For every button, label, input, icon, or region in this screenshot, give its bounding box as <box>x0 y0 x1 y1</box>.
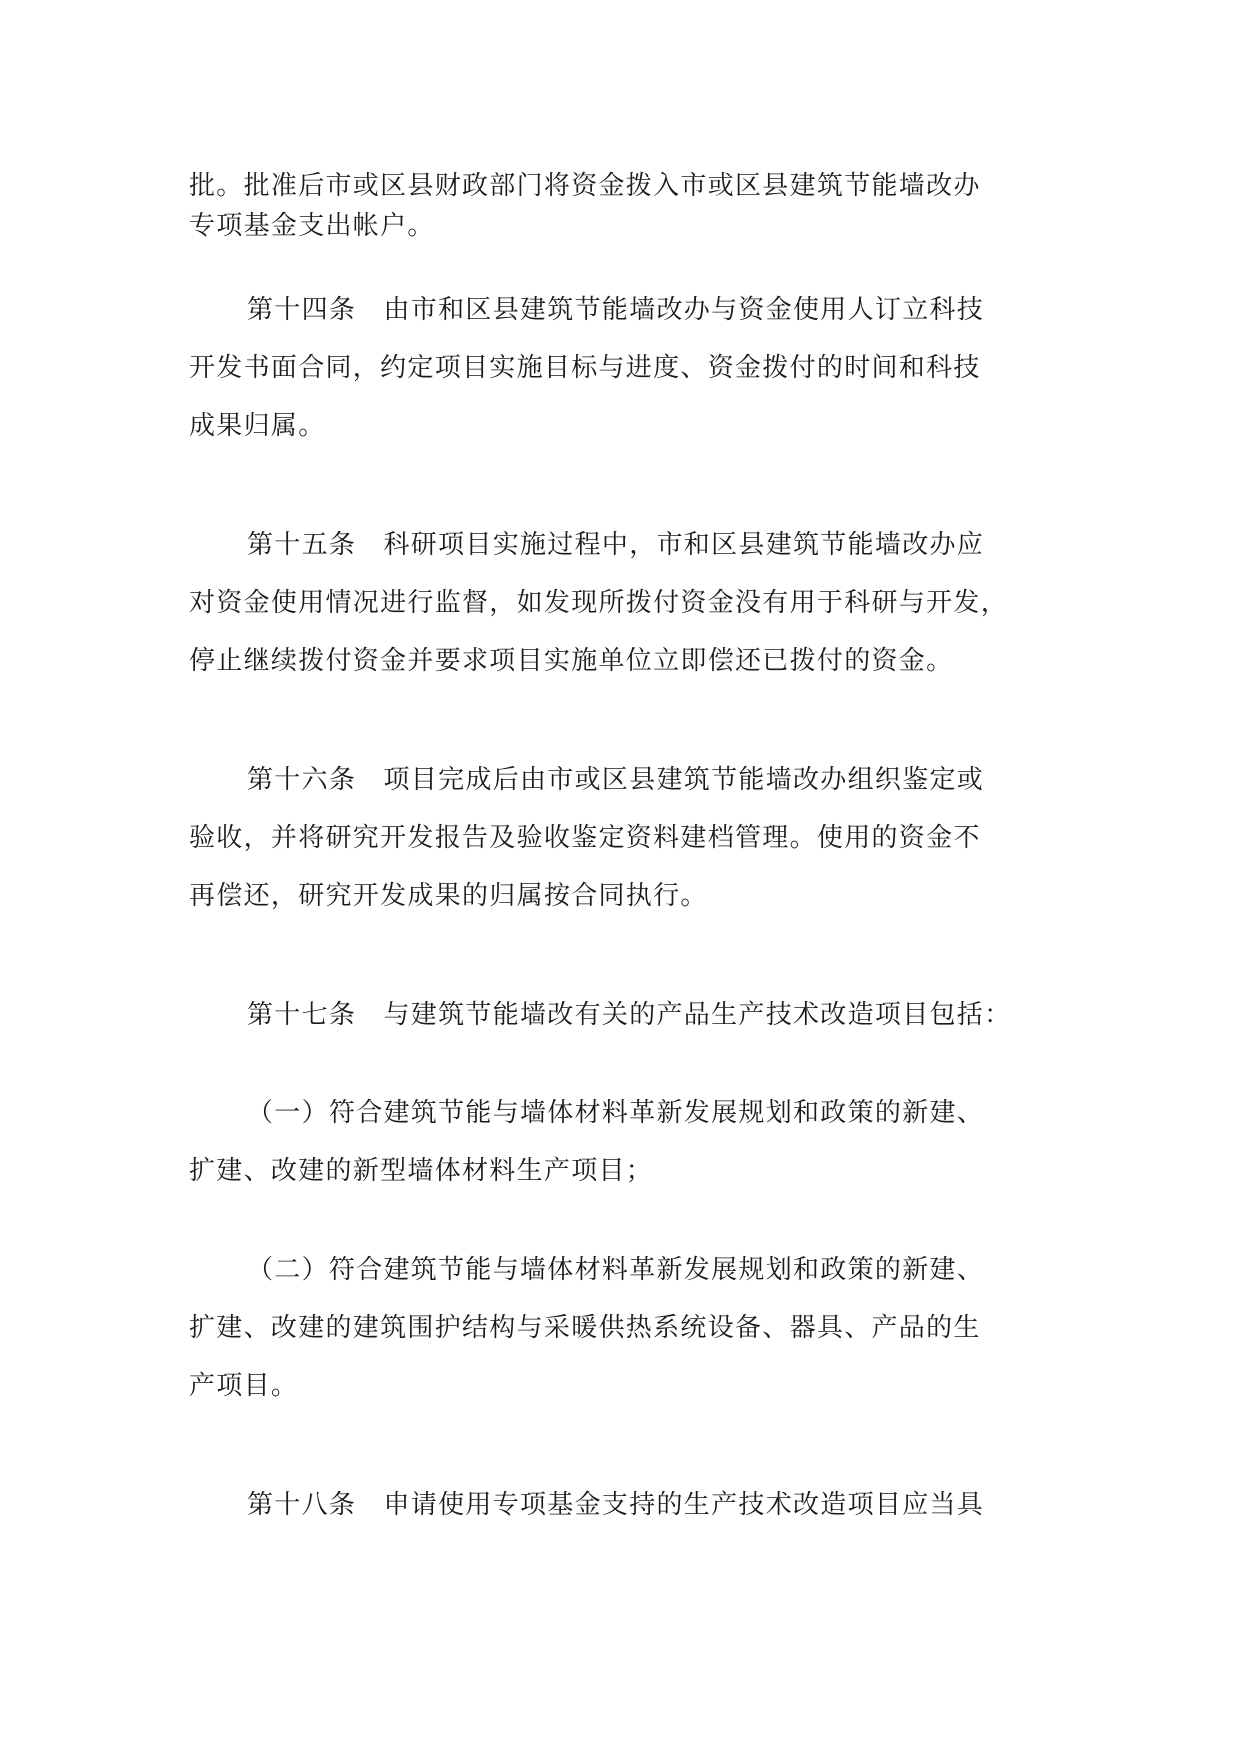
list-item-1-line: （一）符合建筑节能与墙体材料革新发展规划和政策的新建、 <box>247 1098 985 1128</box>
text-line: 验收，并将研究开发报告及验收鉴定资料建档管理。使用的资金不 <box>189 823 981 853</box>
text-line: 批。批准后市或区县财政部门将资金拨入市或区县建筑节能墙改办 <box>189 171 981 201</box>
text-line: 开发书面合同，约定项目实施目标与进度、资金拨付的时间和科技 <box>189 353 981 383</box>
list-item-2-line: （二）符合建筑节能与墙体材料革新发展规划和政策的新建、 <box>247 1255 985 1285</box>
article-17-heading-line: 第十七条 与建筑节能墙改有关的产品生产技术改造项目包括： <box>247 1000 1012 1030</box>
text-line: 产项目。 <box>189 1371 299 1401</box>
article-15-heading-line: 第十五条 科研项目实施过程中，市和区县建筑节能墙改办应 <box>247 530 985 560</box>
text-line: 扩建、改建的建筑围护结构与采暖供热系统设备、器具、产品的生 <box>189 1313 981 1343</box>
article-14-heading-line: 第十四条 由市和区县建筑节能墙改办与资金使用人订立科技 <box>247 295 985 325</box>
text-line: 再偿还，研究开发成果的归属按合同执行。 <box>189 881 708 911</box>
text-line: 成果归属。 <box>189 411 326 441</box>
article-18-heading-line: 第十八条 申请使用专项基金支持的生产技术改造项目应当具 <box>247 1490 985 1520</box>
text-line: 专项基金支出帐户。 <box>189 211 435 241</box>
text-line: 扩建、改建的新型墙体材料生产项目； <box>189 1156 654 1186</box>
text-line: 停止继续拨付资金并要求项目实施单位立即偿还已拨付的资金。 <box>189 646 954 676</box>
article-16-heading-line: 第十六条 项目完成后由市或区县建筑节能墙改办组织鉴定或 <box>247 765 985 795</box>
text-line: 对资金使用情况进行监督，如发现所拨付资金没有用于科研与开发， <box>189 588 1009 618</box>
